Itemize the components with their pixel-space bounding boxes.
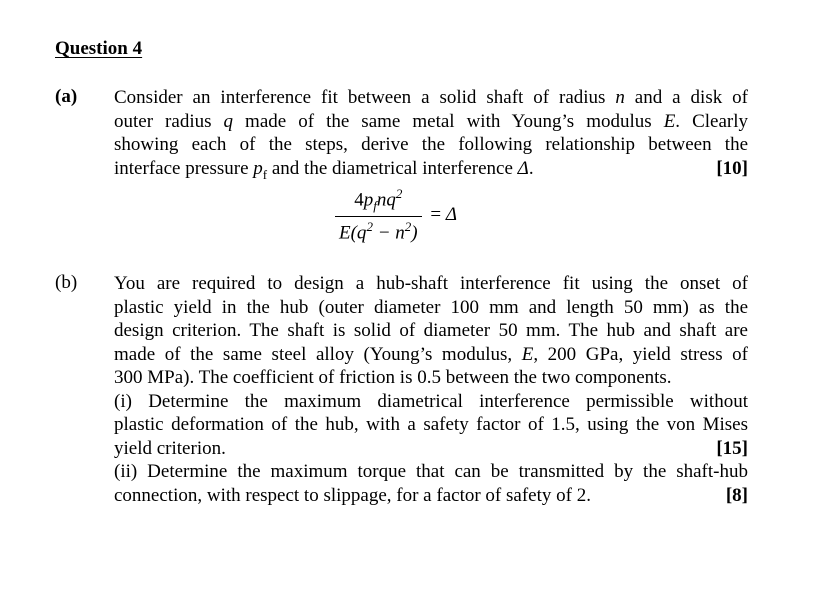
part-a-line-4-text: interface pressure $p_f$ and the diametrical interference Δ. [114,157,534,182]
part-a-text [114,86,748,186]
part-b-text [114,272,748,507]
equation-rhs: = Δ [430,204,457,226]
part-a-label: (a) [55,86,78,107]
part-b-line-6: (i) Determine the maximum diametrical interference permissible without [114,390,748,412]
part-b-line-7: plastic deformation of the hub, with a safety factor of 1.5, using the von Mises [114,414,748,435]
equation-numerator: $4p_fnq^2$ [335,186,422,217]
part-b-marks-ii: [8] [725,484,748,506]
part-a-line-1: Consider an interference fit between a solid shaft of radius n and a disk of [114,87,748,108]
part-b-line-10 [114,484,748,508]
question-title: Question 4 [55,38,143,59]
equation-denominator: $E(q^2 - n^2)$ [339,219,418,244]
part-a-line-2: outer radius q made of the same metal with Young’s modulus E. Clearly [114,110,748,132]
part-b-line-1: You are required to design a hub-shaft interference fit using the onset of [114,273,748,294]
part-b-label: (b) [55,272,78,293]
equation-fraction [335,186,422,244]
part-b-line-4: made of the same steel alloy (Young’s modulus, E, 200 GPa, yield stress of [114,343,748,365]
part-b-line-2: plastic yield in the hub (outer diameter 100 mm and length 50 mm) as the [114,296,748,318]
part-a-line-3: showing each of the steps, derive the following relationship between the [114,134,748,155]
part-b-line-10-text: connection, with respect to slippage, for a factor of safety of 2. [114,484,591,506]
part-b-line-3: design criterion. The shaft is solid of diameter 50 mm. The hub and shaft are [114,320,748,341]
part-b-line-8-text: yield criterion. [114,437,226,459]
part-a-line-4 [114,157,748,186]
interference-equation [335,186,457,244]
part-b-line-9: (ii) Determine the maximum torque that can be transmitted by the shaft-hub [114,461,748,482]
part-a-marks: [10] [716,157,748,179]
part-b-marks-i: [15] [716,437,748,459]
part-b-line-8 [114,437,748,461]
part-b-line-5: 300 MPa). The coefficient of friction is 0.5 between the two components. [114,367,672,388]
